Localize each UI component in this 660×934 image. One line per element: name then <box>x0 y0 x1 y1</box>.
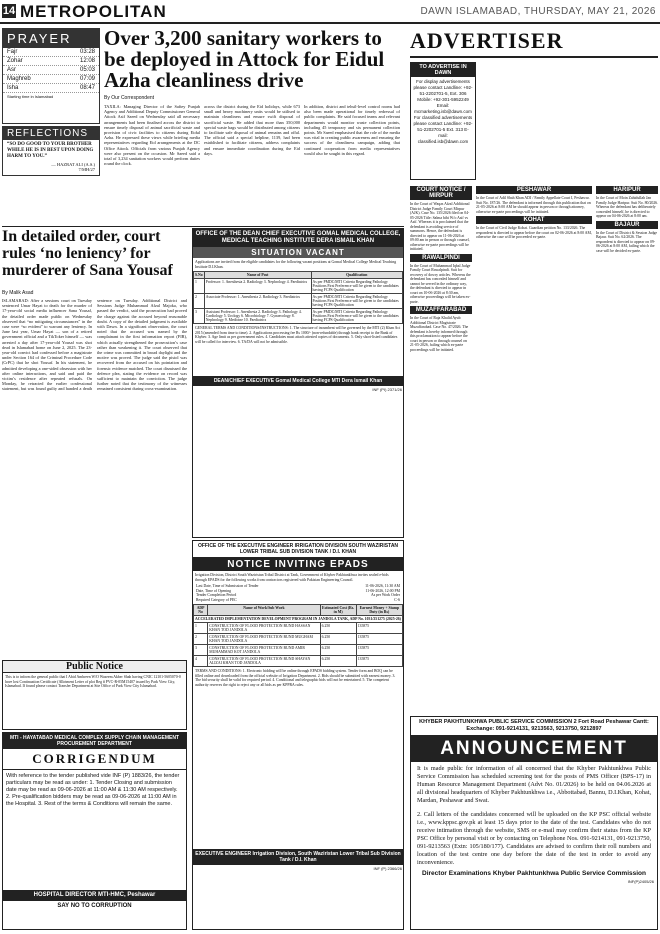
kppsc-signature: Director Examinations Khyber Pakhtunkhwa Public Service Commission <box>422 870 646 877</box>
advertiser-masthead <box>410 28 658 58</box>
court-byline: By Malik Asad <box>2 290 34 296</box>
court-city-heading: COURT NOTICE / MIRPUR <box>410 186 472 200</box>
reflections-title: REFLECTIONS <box>3 127 99 140</box>
reflections-box <box>2 126 100 176</box>
prayer-name: Maghreb <box>7 76 31 82</box>
ad-intro: Irrigation Division, District South Waziristan Tribal District at Tank, Government of Khyber Pakhtunkhwa invites sealed e-bids through EPADS for the following works from contractors registered with Pakistan Engineering Council. <box>195 573 389 582</box>
table-cell: As per PMDC/MTI Criteria Regarding Pathology Positions First Preference will be given to the candidates having FCPS Qualification <box>311 294 402 309</box>
column-header: Qualification <box>311 272 402 279</box>
dateline: DAWN ISLAMABAD, THURSDAY, MAY 21, 2026 <box>420 6 656 17</box>
corrigendum-ad <box>2 732 187 930</box>
table-cell: CONSTRUCTION OF FLOOD PROTECTION BUND SHAYAN ALIZAI KHAN TOD JANDOLA <box>208 656 320 667</box>
prayer-name: Zohar <box>7 58 23 64</box>
column-header: S.No <box>195 273 203 277</box>
corrigendum-title: CORRIGENDUM <box>3 749 186 770</box>
ad-title: SITUATION VACANT <box>193 247 403 258</box>
column-header: Name of Work/Sub Work <box>208 605 320 616</box>
table-row <box>194 294 403 309</box>
section-title: METROPOLITAN <box>20 2 167 21</box>
table-cell: 6.250 <box>320 634 356 645</box>
page-header <box>0 0 660 24</box>
ad-terms: TERMS AND CONDITIONS: 1. Electronic bidding will be online through EPADS bidding system. Tender form and BOQ can be filled online and downloaded from the official website of Irrigation Department. 2. Bids should be submitted with earnest money. 3. The bid security shall be valid for required period. 4. Conditional and telegraphic bids will not be entertained. 5. The competent authority reserves the right to reject any or all bids as per KPPRA rules. <box>195 669 396 687</box>
court-column <box>476 184 592 712</box>
corrigendum-slogan: SAY NO TO CORRUPTION <box>57 903 132 909</box>
column-header: Name of Post <box>204 272 311 279</box>
court-city-heading: PESHAWAR <box>476 186 592 194</box>
table-cell: 1 <box>194 623 208 634</box>
classified-header: TO ADVERTISE IN DAWN <box>411 63 475 77</box>
table-cell: As per PMDC/MTI Criteria Regarding Pathology Positions First Preference will be given to the candidates having FCPS Qualification <box>311 279 402 294</box>
lead-column-2: across the district during the Eid holidays, while 673 small and heavy machinery units would be utilised to maintain cleanliness and ensure swift disposal of sacrificial waste. He added that more than 350,000 special waste bags would be distributed among citizens to facilitate safe disposal of animal remains and offal. The official said a special helpline, 1139, had been established to facilitate citizens, address complaints and ensure immediate coordination during the Eid days. <box>204 104 300 156</box>
table-cell: 6.250 <box>320 623 356 634</box>
column-header: Earnest Money + Stamp Duty (in Rs) <box>356 605 402 616</box>
court-city-heading: KOHAT <box>476 216 592 224</box>
ad-terms: GENERAL TERMS AND CONDITIONS/INSTRUCTIONS: 1. The structure of incumbent will be governed by the MTI (2) Khan Act 2015 (amended from time to time). 2. Applications processing fee Rs 1000/- (non-refundable) through bank receipt to the Bank of Khyber. 3. Age limit as per government rules. 4. Candidates must attach attested copies of documents. 5. Only short-listed candidates will be called for interview. 6. TA/DA will not be admissible. <box>195 326 401 344</box>
lead-column-3: In addition, district and tehsil-level control rooms had also been made operational for timely redressal of public complaints. He said focused teams and relevant departments would monitor waste collection points, including 45 temporary and six permanent collection points. Mr Saeed emphasised that the role of the media was vital in creating public awareness and ensuring the success of the cleanliness campaign, adding that continued cooperation from media representatives would also be sought in this regard. <box>304 104 400 156</box>
table-row <box>194 634 403 645</box>
prayer-time: 12:08 <box>79 58 95 64</box>
court-notice-text: In the Court of Muhammad Iqbal Judge Family Court Rawalpindi. Suit for recovery of dowry articles. Whereas the defendant has concealed himself and cannot be served in the ordinary way, the defendant is directed to appear in court on 10-06-2026 at 8:30 am, otherwise proceedings will be taken ex-parte. <box>410 263 471 304</box>
reflections-author: — HAZRAT ALI (A.S.) <box>51 162 95 167</box>
prayer-row <box>3 75 99 84</box>
table-row <box>194 309 403 324</box>
court-notice-text: In the Court of Raja Khalid Ayub Additional District Magistrate Muzaffarabad. Case No. 47/2026. The defendant is hereby informed through this proclamation to appear before the court in person or through counsel on 21-05-2026, failing which ex-parte proceedings will be initiated. <box>410 316 469 352</box>
prayer-time: 03:28 <box>79 49 95 55</box>
irrigation-tender-ad <box>192 540 404 930</box>
court-city-heading: RAWALPINDI <box>410 254 472 262</box>
prayer-row <box>3 48 99 57</box>
kppsc-paragraph-2: 2. Call letters of the candidates concerned will be uploaded on the KP PSC official website i.e., www.kppsc.gov.pk at least 15 days prior to the date of the test. Candidates who do not receive intimation through the website, SMS or e-mail may confirm their status from the KP PSC Office by personal visit or by contacting on Telephone Nos. 091-9214131, 091-9213750, 091-9213563 (Extn: 105/180/177). Candidates are advised to confirm their roll numbers and location of the test centre one day before the date of the test in order to avoid any inconvenience. <box>417 811 651 866</box>
tender-date-value: 11-06-2026, 12:00 PM <box>365 588 400 593</box>
table-cell: 3 <box>194 309 205 324</box>
tender-date-value: As per Work Order <box>370 593 400 597</box>
scheme-row: ACCELERATED IMPLEMENTATION DEVELOPMENT PROGRAM IN JANDOLA TANK, ADP No. 1031/251275 (2025-26) <box>195 617 401 621</box>
prayer-row <box>3 84 99 93</box>
court-notice-text: In the Court of Adil Shah Khan ADJ / Family Appellate Court I, Peshawar. Suit No. 187/26. The defendant is informed through this publication that on 21-05-2026 at 8:00 AM he should appear in person or through attorney, otherwise ex-parte proceedings will be initiated. <box>476 196 591 214</box>
tender-date-value: C-6 <box>394 597 400 602</box>
ad-footer: DEAN/CHIEF EXECUTIVE Gomal Medical College MTI Dera Ismail Khan <box>193 376 403 386</box>
ad-footer: EXECUTIVE ENGINEER Irrigation Division, South Waziristan Lower Tribal Sub Division Tank / D.I. Khan <box>193 849 403 865</box>
column-header: Estimated Cost (Rs. in M) <box>322 606 355 614</box>
court-column <box>596 184 658 712</box>
prayer-times-box <box>2 28 100 124</box>
prayer-time: 08:47 <box>79 85 95 91</box>
court-notice-text: In the Court of Waqas Afzal Additional District Judge Family Court Mirpur (AJK). Case No. 135/2026 filed on 04-05-2026 Title: Salma bibi W/o Asif vs Asif. Whereas it is proclaimed that the defendant is avoiding service of summons. Hence, the defendant is directed to appear on 11-06-2026 at 09:00 am in person or through counsel, otherwise ex-parte proceedings will be initiated. <box>410 202 470 251</box>
table-row <box>194 656 403 667</box>
divider <box>2 226 404 227</box>
court-story-body: ISLAMABAD: After a sessions court on Tuesday sentenced Umar Hayat to death for the murder of 17-year-old social media influencer Sana Yousaf, the detailed order made public on Wednesday observed that “no mitigating circumstances” in the case were “so evident” to warrant any leniency. In June last year, Umar Hayat — son of a retired government official and a TikToker himself — was arrested a day after 17-year-old Yousaf was shot dead in Islamabad home on June 2, 2025. The 23-year-old convict had confessed before a magistrate under Section 164 of the Criminal Procedure Code (CrPC) that he shot Yousaf. In his statement, he admitted developing a one-sided obsession with her after online interactions, and said and paid the victim’s residence after repeated refusals. On Monday, he retracted the earlier confessional statement, but was found guilty and handed a death sentence on Tuesday. Additional District and Sessions Judge Muhammad Afzal Majoka, who passed the verdict, said the prosecution had proved the charge against the accused beyond reasonable doubt. A copy of the detailed judgment is available with Dawn. In a significant observation, the court noted that the accused was named by the complainant in the first information report (FIR), which actually strengthened the prosecution’s case rather than weakening it. The court observed that the crime was committed in broad daylight and the motive was proved. The judge said the pistol was recovered from the accused on his pointation and forensic evidence matched. The court dismissed the defence plea, stating the evidence on record was sufficient to maintain the conviction. The judge further noted that the testimony of the witnesses remained consistent during cross-examination. <box>2 298 187 392</box>
gomal-vacancy-ad <box>192 228 404 538</box>
table-cell: CONSTRUCTION OF FLOOD PROTECTION BUND HASSAN KHAN TOD JANDOLA <box>208 623 320 634</box>
public-notice <box>2 660 187 730</box>
table-row <box>194 279 403 294</box>
tender-date-label: Tender Completion Period <box>196 593 237 597</box>
prayer-row <box>3 57 99 66</box>
ad-inf: INF (PI) 2371/26 <box>372 387 402 392</box>
table-cell: 135875 <box>356 623 402 634</box>
court-column <box>410 184 472 712</box>
corrigendum-header: MTI - HAYATABAD MEDICAL COMPLEX SUPPLY CHAIN MANAGEMENT PROCUREMENT DEPARTMENT <box>3 733 186 749</box>
advertiser-title: ADVERTISER <box>410 28 564 53</box>
table-cell: 2 <box>194 294 205 309</box>
kppsc-title: ANNOUNCEMENT <box>411 736 657 762</box>
column-header: ADP No <box>194 605 208 616</box>
table-cell: Associate Professor: 1. Anesthesia 2. Radiology 3. Paediatrics <box>204 294 311 309</box>
tender-date-row <box>196 598 400 603</box>
table-cell: As per PMDC/MTI Criteria Regarding Pathology Positions First Preference will be given to the candidates having FCPS Qualification <box>311 309 402 324</box>
lead-byline: By Our Correspondent <box>104 95 155 101</box>
vacancy-table <box>193 271 403 324</box>
prayer-note: Starting time in Islamabad <box>7 94 54 99</box>
table-cell: Assistant Professor: 1. Anesthesia 2. Radiology 3. Pathology 4. Cardiology 5. Urology 6. Microbiology 7. Gynaecology 8. Nephrology 9. Medicine 10. Paediatrics <box>204 309 311 324</box>
table-cell: 135875 <box>356 656 402 667</box>
kppsc-header: KHYBER PAKHTUNKHWA PUBLIC SERVICE COMMISSION 2 Fort Road Peshawar Cantt: Exchange: 091-9214131, 9213563, 9213750, 9212897 <box>411 717 657 736</box>
table-cell: 135875 <box>356 645 402 656</box>
table-cell: 1 <box>194 279 205 294</box>
table-row <box>194 645 403 656</box>
kppsc-paragraph-1: It is made public for information of all concerned that the Khyber Pakhtunkhwa Public Service Commission has scheduled screening test for the posts of PMS Officer (BPS-17) in Human Resource Management Department (Advt No. 01/2026) to be held on 04.06.2026 at all divisional headquarters of Khyber Pakhtunkhwa i.e., Abbottabad, Bannu, D.I.Khan, Kohat, Mardan, Peshawar and Swat. <box>417 765 651 804</box>
reflections-ref: 7/MH/27 <box>78 167 95 172</box>
court-city-heading: BAJAUR <box>596 221 658 229</box>
table-cell: CONSTRUCTION OF FLOOD PROTECTION BUND AMIR MUHAMMAD KOT JANDOLA <box>208 645 320 656</box>
tender-table <box>193 604 403 667</box>
prayer-title: PRAYER <box>3 29 99 48</box>
lead-column-1: TAXILA: Managing Director of the Saftey Punjab Agency and Additional Deputy Commissioner General Attock Asif Saeed on Wednesday said all necessary arrangements had been finalised across the district to ensure timely disposal of animal sacrificial waste and provision of civic facilities to citizens during Eidul Azha. He expressed these views while briefing media representatives regarding Eid arrangements at the DC Office Attock. Officials from various Punjab Agency were also present on the occasion. Mr Saeed said a total of 3,234 sanitation workers would perform duties round the clock. <box>104 104 200 167</box>
table-cell: 3 <box>194 645 208 656</box>
court-notice-text: In the Court of Moin Zahidullah Jan Family Judge Haripur. Suit No. 80/2026. Whereas the defendant has deliberately concealed himself, he is directed to appear on 04-06-2026 at 8:00 am. <box>596 196 658 218</box>
page-number: 14 <box>2 5 16 17</box>
court-city-heading: HARIPUR <box>596 186 658 194</box>
corrigendum-body: With reference to the tender published vide INF (P) 1883/26, the tender particulars may be read as under: 1. Tender Closing and submission date may be read as 09-06-2026 at 11:00 AM & 11:30 AM respectively. 2. Pre-qualification bidders may be read as 09-06-2026 at 11:00 AM in the Hospital. 3. Rest of the terms & Conditions will remain the same. <box>6 773 180 807</box>
table-cell: 4 <box>194 656 208 667</box>
public-notice-title: Public Notice <box>3 661 186 673</box>
table-cell: 6.250 <box>320 645 356 656</box>
tender-date-label: Last Date, Time of Submission of Tender <box>196 584 259 588</box>
court-city-heading: MUZAFFARABAD <box>410 306 472 314</box>
kppsc-announcement <box>410 716 658 930</box>
tender-date-value: 11-06-2026, 11:30 AM <box>365 584 400 588</box>
reflections-quote: “SO DO GOOD TO YOUR BROTHER WHILE HE IS IN BEST UPON DOING HARM TO YOU.” <box>7 142 94 159</box>
tender-date-label: Date, Time of Opening <box>196 588 232 593</box>
table-cell: Professor: 1. Anesthesia 2. Radiology 3. Nephrology 4. Paediatrics <box>204 279 311 294</box>
ad-inf: INF (P) 2366/26 <box>373 866 402 871</box>
table-cell: CONSTRUCTION OF FLOOD PROTECTION BUND MUGHAM KHAN TOD JANDOLA <box>208 634 320 645</box>
prayer-row <box>3 66 99 75</box>
ad-title: NOTICE INVITING EPADS <box>193 558 403 571</box>
court-notice-text: In the Court of District & Session Judge Bajaur. Suit No. 62/2026. The respondent is directed to appear on 09-06-2026 at 8:00 AM, failing which the case will be decided ex-parte. <box>596 230 658 253</box>
advertise-in-dawn-box <box>410 62 476 180</box>
prayer-name: Fajr <box>7 49 18 55</box>
prayer-name: Asr <box>7 67 16 73</box>
corrigendum-footer: HOSPITAL DIRECTOR MTI-HMC, Peshawar <box>3 890 186 901</box>
table-row <box>194 623 403 634</box>
public-notice-body: This is to inform the general public that I Abid Ambreen W/O Waseem Akber Shah having CNIC 12101-5605070-0 have lost Continuation Certificate (Allotment Letter of plot Reg # PVC-R-05M15407 issued by Park View City, Islamabad. If found please contact Transfer Department at Site Office of Park View City Islamabad. <box>5 675 181 688</box>
ad-intro: Applications are invited from the eligible candidates for the following vacant positions at Gomal Medical College Medical Teaching Institute D.I.Khan. <box>195 260 397 269</box>
prayer-list <box>3 48 99 93</box>
ad-header: OFFICE OF THE DEAN CHIEF EXECUTIVE GOMAL MEDICAL COLLEGE, MEDICAL TEACHING INSTITUTE DERA ISMAIL KHAN <box>193 229 403 247</box>
tender-dates <box>193 584 403 602</box>
table-cell: 2 <box>194 634 208 645</box>
prayer-name: Isha <box>7 85 19 91</box>
court-notices <box>410 184 658 712</box>
classified-body: For display advertisements please contact Landline: +92-51-2202701-5, Ext. 306 Mobile: +92-301-5952249 Email: mcmarketing.isb@dawn.com For classified advertisements please contact Landline: +92-51-2202701-5 Ext. 313 E-mail: classified.isb@dawn.com <box>413 79 473 144</box>
tender-date-label: Required Category of PEC <box>196 597 237 602</box>
prayer-time: 07:09 <box>79 76 95 82</box>
kppsc-inf: INF(P)2405/26 <box>627 879 654 884</box>
ad-header: OFFICE OF THE EXECUTIVE ENGINEER IRRIGATION DIVISION SOUTH WAZIRISTAN LOWER TRIBAL SUB DIVISION TANK / D.I. KHAN <box>193 541 403 558</box>
court-headline: In detailed order, court rules ‘no leniency’ for murderer of Sana Yousaf <box>2 228 173 279</box>
table-cell: 6.250 <box>320 656 356 667</box>
lead-headline: Over 3,200 sanitary workers to be deployed in Attock for Eidul Azha cleanliness drive <box>104 26 385 92</box>
prayer-time: 05:03 <box>79 67 95 73</box>
court-notice-text: In the Court of Civil Judge Kohat. Guardian petition No. 133/2026. The respondent is directed to appear before the court on 02-06-2026 at 8:00 AM, otherwise the case will be proceeded ex-parte. <box>476 226 592 239</box>
table-cell: 135875 <box>356 634 402 645</box>
